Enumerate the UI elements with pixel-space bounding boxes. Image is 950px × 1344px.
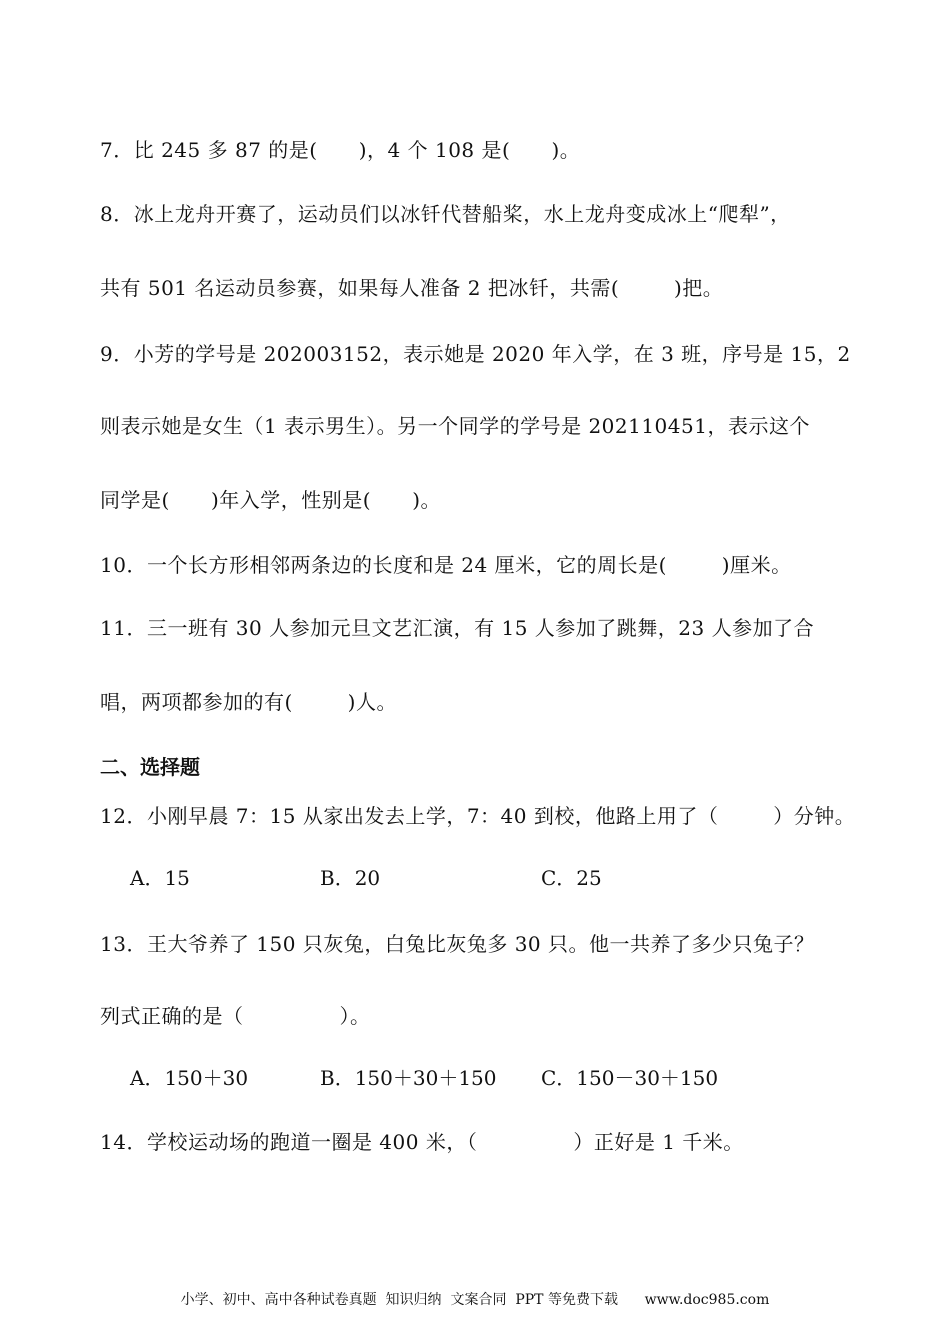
question-13-option-a: A．150＋30 (130, 1066, 249, 1090)
question-12-option-b: B．20 (320, 866, 381, 890)
question-8-line-1: 8．冰上龙舟开赛了，运动员们以冰钎代替船桨，水上龙舟变成冰上“爬犁”， (100, 202, 791, 226)
question-10: 10．一个长方形相邻两条边的长度和是 24 厘米，它的周长是( )厘米。 (100, 553, 792, 577)
question-11-line-2: 唱，两项都参加的有( )人。 (100, 690, 397, 714)
question-9-line-1: 9．小芳的学号是 202003152，表示她是 2020 年入学，在 3 班，序号是 15，2 (100, 342, 851, 366)
question-13-option-b: B．150＋30＋150 (320, 1066, 497, 1090)
question-12: 12．小刚早晨 7：15 从家出发去上学，7：40 到校，他路上用了（ ）分钟。 (100, 804, 856, 828)
question-14: 14．学校运动场的跑道一圈是 400 米，（ ）正好是 1 千米。 (100, 1130, 744, 1154)
question-11-line-1: 11．三一班有 30 人参加元旦文艺汇演，有 15 人参加了跳舞，23 人参加了合 (100, 616, 815, 640)
question-12-option-c: C．25 (541, 866, 602, 890)
question-9-line-3: 同学是( )年入学，性别是( )。 (100, 488, 441, 512)
question-8-line-2: 共有 501 名运动员参赛，如果每人准备 2 把冰钎，共需( )把。 (100, 276, 724, 300)
question-7: 7．比 245 多 87 的是( )，4 个 108 是( )。 (100, 138, 581, 162)
question-9-line-2: 则表示她是女生（1 表示男生）。另一个同学的学号是 202110451，表示这个 (100, 414, 810, 438)
question-13-line-1: 13．王大爷养了 150 只灰兔，白兔比灰兔多 30 只。他一共养了多少只兔子？ (100, 932, 815, 956)
question-13-line-2: 列式正确的是（ ）。 (100, 1004, 371, 1028)
section-heading: 二、选择题 (100, 755, 200, 779)
question-13-option-c: C．150－30＋150 (541, 1066, 719, 1090)
question-12-option-a: A．15 (130, 866, 190, 890)
page-footer: 小学、初中、高中各种试卷真题 知识归纳 文案合同 PPT 等免费下载 www.doc985.com (180, 1292, 770, 1308)
